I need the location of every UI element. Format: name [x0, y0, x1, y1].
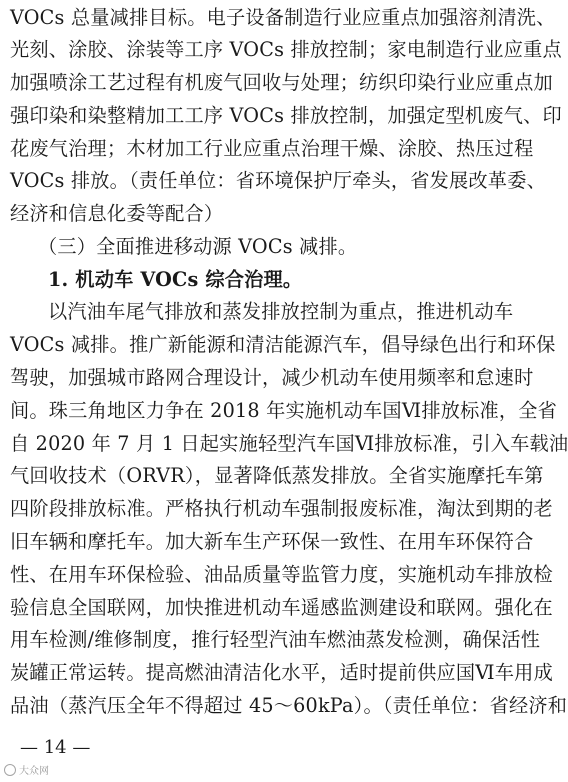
text-line-10: 以汽油车尾气排放和蒸发排放控制为重点，推进机动车: [48, 300, 514, 323]
text-line-17: 旧车辆和摩托车。加大新车生产环保一致性、在用车环保符合: [10, 530, 534, 553]
text-line-6: VOCs 排放。（责任单位：省环境保护厅牵头，省发展改革委、: [10, 169, 546, 192]
text-line-12: 驾驶，加强城市路网合理设计，减少机动车使用频率和怠速时: [10, 366, 534, 389]
text-line-2: 光刻、涂胶、涂装等工序 VOCs 排放控制；家电制造行业应重点: [10, 38, 562, 61]
text-line-11: VOCs 减排。推广新能源和清洁能源汽车，倡导绿色出行和环保: [10, 333, 556, 356]
subsection-heading: 1. 机动车 VOCs 综合治理。: [48, 268, 303, 291]
text-line-13: 间。珠三角地区力争在 2018 年实施机动车国Ⅵ排放标准，全省: [10, 399, 558, 422]
watermark: [4, 762, 49, 777]
watermark-text: 大众网: [19, 766, 49, 777]
text-line-4: 强印染和染整精加工工序 VOCs 排放控制，加强定型机废气、印: [10, 104, 562, 127]
text-line-5: 花废气治理；木材加工行业应重点治理干燥、涂胶、热压过程: [10, 137, 534, 160]
page-number: — 14 —: [20, 737, 91, 758]
text-line-20: 用车检测/维修制度，推行轻型汽油车燃油蒸发检测，确保活性: [10, 628, 541, 651]
text-line-15: 气回收技术（ORVR），显著降低蒸发排放。全省实施摩托车第: [10, 464, 544, 487]
text-line-18: 性、在用车环保检验、油品质量等监管力度，实施机动车排放检: [10, 563, 553, 586]
text-line-16: 四阶段排放标准。严格执行机动车强制报废标准，淘汰到期的老: [10, 497, 553, 520]
text-line-21: 炭罐正常运转。提高燃油清洁化水平，适时提前供应国Ⅵ车用成: [10, 661, 553, 684]
text-line-1: VOCs 总量减排目标。电子设备制造行业应重点加强溶剂清洗、: [10, 6, 556, 29]
text-line-19: 验信息全国联网，加快推进机动车遥感监测建设和联网。强化在: [10, 596, 553, 619]
text-line-3: 加强喷涂工艺过程有机废气回收与处理；纺织印染行业应重点加: [10, 71, 553, 94]
text-line-14: 自 2020 年 7 月 1 日起实施轻型汽车国Ⅵ排放标准，引入车载油: [10, 432, 568, 455]
watermark-logo-icon: [4, 764, 16, 776]
section-heading: （三）全面推进移动源 VOCs 减排。: [38, 235, 358, 258]
text-line-7: 经济和信息化委等配合）: [10, 202, 224, 225]
text-line-22: 品油（蒸汽压全年不得超过 45～60kPa）。（责任单位：省经济和: [10, 694, 568, 717]
